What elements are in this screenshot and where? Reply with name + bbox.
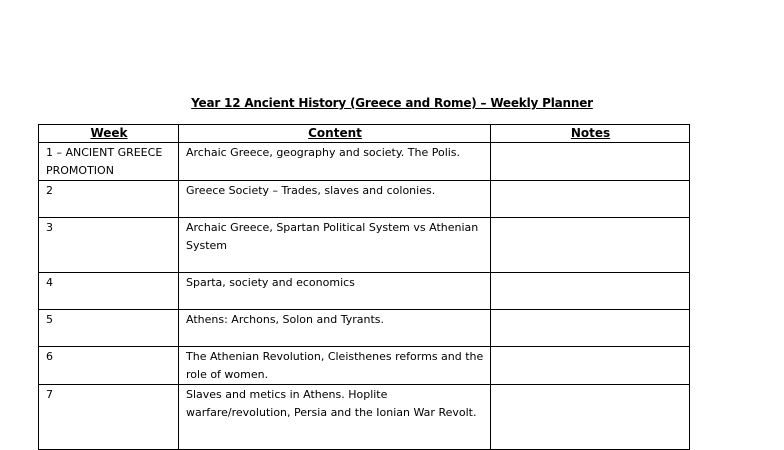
table-row — [39, 181, 690, 218]
notes-column-header: Notes — [491, 125, 690, 143]
table-row — [39, 143, 690, 181]
notes-cell[interactable] — [491, 218, 690, 273]
table-row — [39, 385, 690, 450]
week-cell: 7 — [39, 385, 179, 450]
notes-cell[interactable] — [491, 385, 690, 450]
week-cell: 4 — [39, 273, 179, 310]
content-cell: Greece Society – Trades, slaves and colonies. — [179, 181, 491, 218]
week-column-header: Week — [39, 125, 179, 143]
content-cell: Slaves and metics in Athens. Hoplite warfare/revolution, Persia and the Ionian War Revolt. — [179, 385, 491, 450]
week-cell: 1 – ANCIENT GREECE PROMOTION — [39, 143, 179, 181]
content-cell: Athens: Archons, Solon and Tyrants. — [179, 310, 491, 347]
notes-cell[interactable] — [491, 181, 690, 218]
week-cell: 5 — [39, 310, 179, 347]
week-cell: 2 — [39, 181, 179, 218]
table-row — [39, 218, 690, 273]
notes-cell[interactable] — [491, 347, 690, 385]
table-header-row — [39, 125, 690, 143]
page-title: Year 12 Ancient History (Greece and Rome) – Weekly Planner — [191, 96, 593, 110]
notes-cell[interactable] — [491, 310, 690, 347]
content-cell: Archaic Greece, geography and society. The Polis. — [179, 143, 491, 181]
notes-cell[interactable] — [491, 143, 690, 181]
table-row — [39, 310, 690, 347]
week-cell: 3 — [39, 218, 179, 273]
weekly-planner-table — [38, 124, 690, 450]
table-row — [39, 273, 690, 310]
content-cell: Archaic Greece, Spartan Political System vs Athenian System — [179, 218, 491, 273]
notes-cell[interactable] — [491, 273, 690, 310]
content-column-header: Content — [179, 125, 491, 143]
content-cell: The Athenian Revolution, Cleisthenes reforms and the role of women. — [179, 347, 491, 385]
table-row — [39, 347, 690, 385]
content-cell: Sparta, society and economics — [179, 273, 491, 310]
week-cell: 6 — [39, 347, 179, 385]
